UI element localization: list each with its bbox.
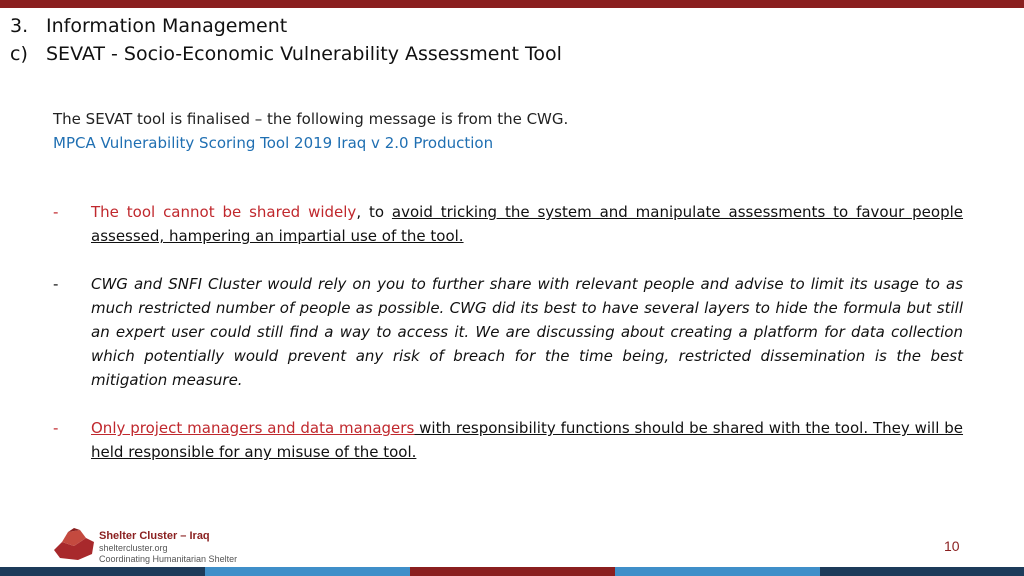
bullet-dash: - [53, 203, 59, 221]
top-accent-bar [0, 0, 1024, 8]
page-number: 10 [944, 538, 960, 554]
heading-title: Information Management [46, 15, 288, 37]
bullet-italic-text: CWG and SNFI Cluster would rely on you to further share with relevant people and advise to limit its usage to as much restricted number of people as possible. CWG did its best to have several layers to hide the formula but still an expert user could still find a way to access it. We are discussing about creating a platform for data collection which potentially would prevent any risk of breach for the time being, restricted dissemination is the best mitigation measure. [91, 275, 963, 389]
bullet-dash: - [53, 419, 59, 437]
bullet-dash: - [53, 275, 59, 293]
slide-heading [10, 12, 562, 68]
bar-segment [820, 567, 1024, 576]
bullet-text [91, 416, 963, 464]
bar-segment [410, 567, 615, 576]
bullet-item-cwg [53, 272, 963, 392]
intro-statement: The SEVAT tool is finalised – the following message is from the CWG. [53, 110, 569, 128]
bullet-comma: , [356, 203, 362, 221]
tool-link[interactable]: MPCA Vulnerability Scoring Tool 2019 Iraq v 2.0 Production [53, 134, 494, 152]
bullet-list [53, 200, 963, 488]
bullet-underlined-text: avoid tricking the system and manipulate assessments to favour people assessed, hampering an impartial use of the tool. [91, 203, 964, 245]
subheading-letter: c) [10, 43, 28, 65]
heading-line-2 [10, 40, 562, 68]
bullet-item-managers [53, 416, 963, 464]
bullet-item-sharing [53, 200, 963, 248]
footer-org [99, 529, 237, 565]
bar-segment [0, 567, 205, 576]
bullet-plain-text: to [361, 203, 392, 221]
org-tagline: Coordinating Humanitarian Shelter [99, 554, 238, 564]
bullet-text [91, 200, 963, 248]
bullet-red-underlined-text: Only project managers and data managers [91, 419, 415, 437]
org-website[interactable]: sheltercluster.org [99, 543, 168, 553]
org-name: Shelter Cluster – Iraq [99, 530, 210, 542]
hands-house-icon [52, 528, 96, 562]
intro-block [53, 107, 568, 155]
bullet-red-text: The tool cannot be shared widely [91, 203, 357, 221]
subheading-title: SEVAT - Socio-Economic Vulnerability Assessment Tool [46, 43, 562, 65]
heading-number: 3. [10, 15, 29, 37]
bullet-underlined-text: with responsibility functions should be shared with the tool. They will be held responsible for any misuse of the tool. [91, 419, 964, 461]
bar-segment [205, 567, 410, 576]
bar-segment [615, 567, 820, 576]
bottom-color-bar [0, 567, 1024, 576]
heading-line-1 [10, 12, 562, 40]
